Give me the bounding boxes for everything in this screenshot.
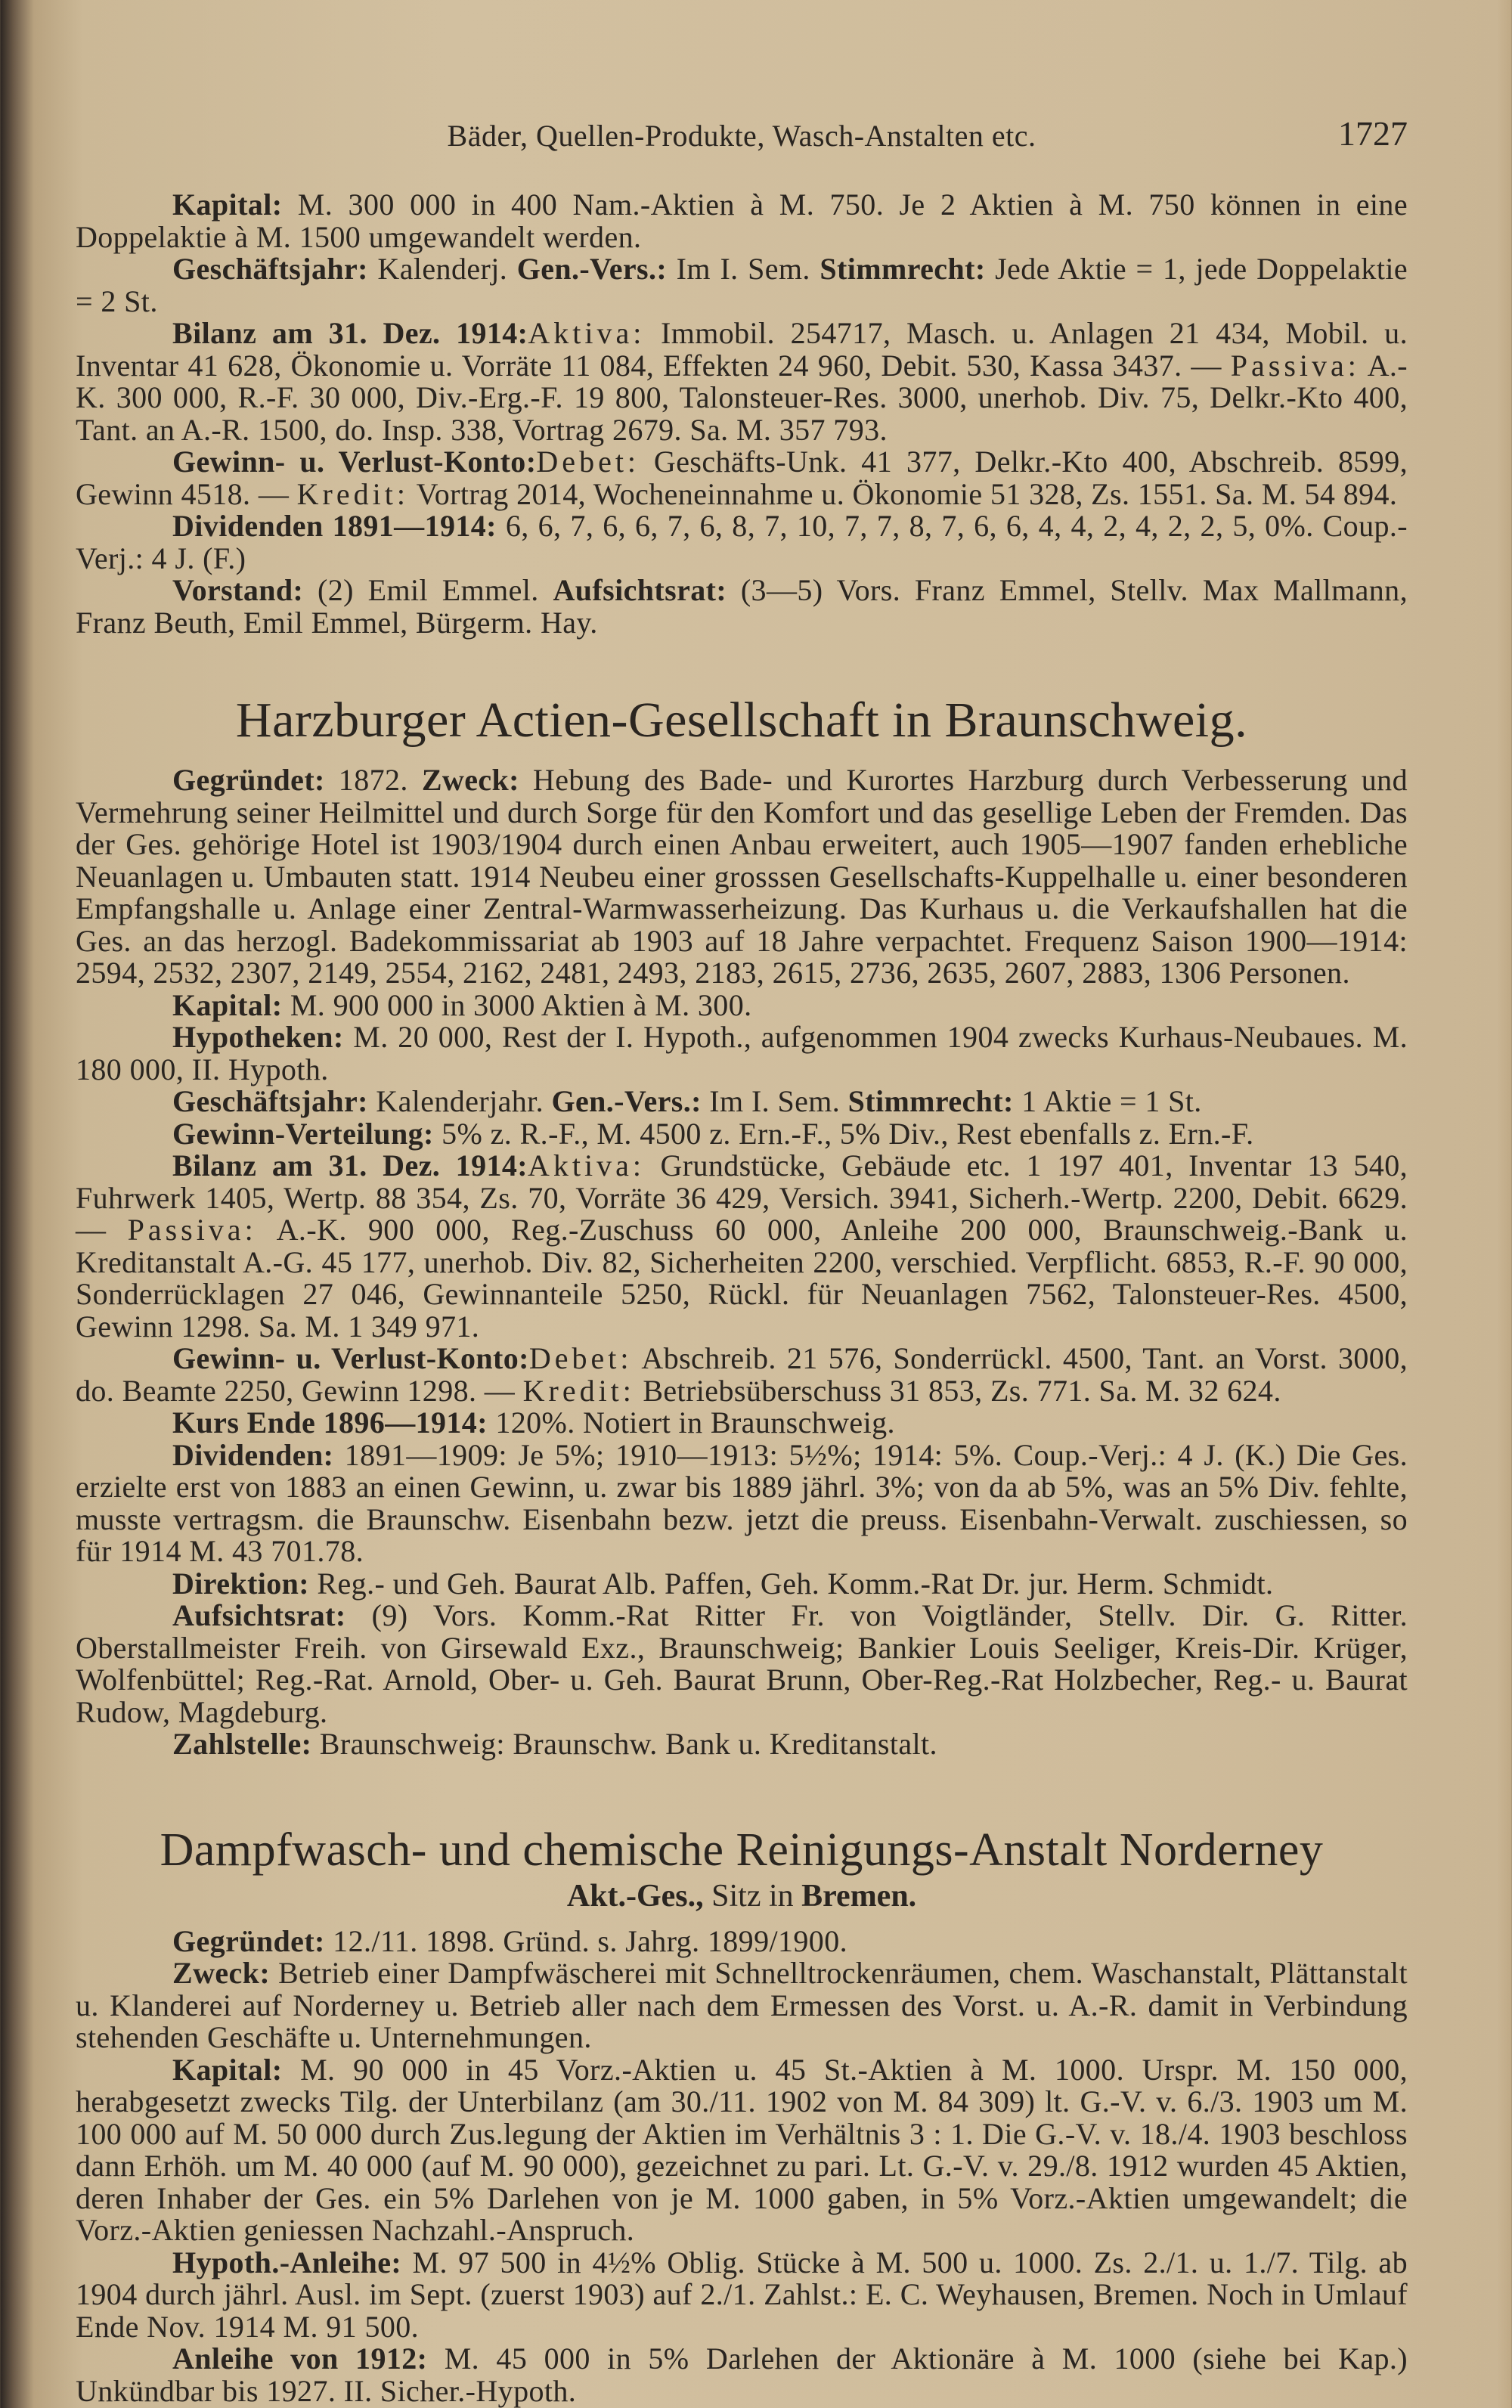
entry-paragraph: [76, 575, 1408, 639]
entry-paragraph: [76, 1150, 1408, 1343]
field-label: Geschäftsjahr:: [172, 252, 368, 286]
field-label: Hypoth.-Anleihe:: [172, 2245, 402, 2279]
company-entry-norderney: [76, 1923, 1408, 2408]
field-label: Gen.-Vers.:: [516, 252, 668, 286]
field-text: 5% z. R.-F., M. 4500 z. Ern.-F., 5% Div., Rest ebenfalls z. Ern.-F.: [433, 1116, 1254, 1151]
field-text: Braunschweig: Braunschw. Bank u. Kreditanstalt.: [311, 1727, 937, 1761]
entry-paragraph: [76, 1437, 1408, 1568]
field-label: Gen.-Vers.:: [551, 1084, 702, 1118]
field-text: 12./11. 1898. Gründ. s. Jahrg. 1899/1900.: [324, 1923, 847, 1958]
entry-paragraph: [76, 253, 1408, 318]
entry-paragraph: [76, 189, 1408, 253]
spaced-label: Debet:: [528, 1341, 633, 1375]
field-label: Zahlstelle:: [172, 1727, 312, 1761]
field-label: Gewinn-Verteilung:: [172, 1116, 434, 1151]
field-text: M. 90 000 in 45 Vorz.-Aktien u. 45 St.-Aktien à M. 1000. Urspr. M. 150 000, herabgesetzt zwecks Tilg. der Unterbilanz (am 30./11. 1902 von M. 84 309) lt. G.-V. v. 6./3. 1903 um M. 100 000 auf M. 50 000 durch Zus.legung der Aktien im Verhältnis 3 : 1. Die G.-V. v. 18./4. 1903 beschloss dann Erhöh. um M. 40 000 (auf M. 90 000), gezeichnet zu pari. Lt. G.-V. v. 29./8. 1912 wurden 45 Aktien, deren Inhaber der Ges. ein 5% Darlehen von je M. 1000 gaben, in 5% Vorz.-Aktien umgewandelt; die Vorz.-Aktien geniessen Nachzahl.-Anspruch.: [76, 2052, 1408, 2247]
entry-paragraph: [76, 1021, 1408, 1086]
field-text: 1872.: [324, 763, 422, 797]
field-text: Reg.- und Geh. Baurat Alb. Paffen, Geh. Komm.-Rat Dr. jur. Herm. Schmidt.: [309, 1566, 1274, 1601]
field-text: Vortrag 2014, Wocheneinnahme u. Ökonomie 51 328, Zs. 1551. Sa. M. 54 894.: [408, 476, 1398, 511]
field-text: (2) Emil Emmel.: [303, 573, 553, 607]
field-text: Betrieb einer Dampfwäscherei mit Schnelltrockenräumen, chem. Waschanstalt, Plättanstalt u. Klanderei auf Norderney u. Betrieb aller nach dem Ermessen des Vorst. u. A.-R. damit in Verbindung stehenden Geschäfte u. Unternehmungen.: [76, 1956, 1408, 2054]
field-text: 1 Aktie = 1 St.: [1013, 1084, 1202, 1118]
field-text: Kalenderjahr.: [367, 1084, 552, 1118]
field-label: Direktion:: [172, 1566, 310, 1601]
entry-paragraph: [76, 318, 1408, 446]
field-label: Dividenden:: [172, 1437, 334, 1472]
spaced-label: Debet:: [536, 445, 640, 479]
entry-paragraph: [76, 2343, 1408, 2407]
spaced-label: Passiva:: [1230, 348, 1360, 383]
running-header: [76, 113, 1408, 166]
field-label: Gewinn- u. Verlust-Konto:: [172, 1341, 529, 1375]
field-label: Zweck:: [421, 763, 519, 797]
field-text: 120%. Notiert in Braunschweig.: [487, 1405, 895, 1440]
company-title-norderney: Dampfwasch- und chemische Reinigungs-Anstalt Norderney: [160, 1824, 1324, 1876]
field-label: Dividenden 1891—1914:: [172, 509, 497, 543]
page-number: 1727: [1338, 114, 1408, 153]
field-label: Kapital:: [172, 2052, 283, 2087]
field-text: Im I. Sem.: [667, 252, 820, 286]
entry-paragraph: [76, 1568, 1408, 1601]
field-text: Im I. Sem.: [701, 1084, 848, 1118]
field-text: Abschreib. 21 576, Sonderrückl. 4500, Tant. an Vorst. 3000, do. Beamte 2250, Gewinn 1298. —: [76, 1341, 1408, 1408]
company-title-harzburger: Harzburger Actien-Gesellschaft in Braunschweig.: [235, 693, 1248, 748]
field-label: Gegründet:: [172, 763, 325, 797]
company-entry-1: [76, 189, 1408, 639]
field-label: Aufsichtsrat:: [553, 573, 727, 607]
entry-paragraph: [76, 1086, 1408, 1118]
page: [76, 113, 1408, 2407]
field-label: Aufsichtsrat:: [172, 1598, 346, 1632]
field-text: A.-K. 300 000, R.-F. 30 000, Div.-Erg.-F. 19 800, Talonsteuer-Res. 3000, unerhob. Div. 75, Delkr.-Kto 400, Tant. an A.-R. 1500, do. Insp. 338, Vortrag 2679. Sa. M. 357 793.: [76, 348, 1408, 447]
field-text: (9) Vors. Komm.-Rat Ritter Fr. von Voigtländer, Stellv. Dir. G. Ritter. Oberstallmeister Freih. von Girsewald Exz., Braunschweig; Bankier Louis Seeliger, Kreis-Dir. Krüger, Wolfenbüttel; Reg.-Rat. Arnold, Ober- u. Geh. Baurat Brunn, Ober-Reg.-Rat Holzbecher, Reg.- u. Baurat Rudow, Magdeburg.: [76, 1598, 1408, 1729]
field-text: M. 45 000 in 5% Darlehen der Aktionäre à M. 1000 (siehe bei Kap.) Unkündbar bis 1927. II. Sicher.-Hypoth.: [76, 2341, 1408, 2408]
field-text: Kalenderj.: [367, 252, 517, 286]
field-label: Kapital:: [172, 187, 283, 222]
field-text: M. 300 000 in 400 Nam.-Aktien à M. 750. Je 2 Aktien à M. 750 können in eine Doppelaktie à M. 1500 umgewandelt werden.: [76, 187, 1408, 254]
entry-paragraph: [76, 1343, 1408, 1407]
field-label: Gewinn- u. Verlust-Konto:: [172, 445, 537, 479]
company-entry-harzburger: [76, 764, 1408, 1761]
field-text: M. 20 000, Rest der I. Hypoth., aufgenommen 1904 zwecks Kurhaus-Neubaues. M. 180 000, II. Hypoth.: [76, 1020, 1408, 1086]
field-text: Betriebsüberschuss 31 853, Zs. 771. Sa. M. 32 624.: [634, 1373, 1281, 1408]
spaced-label: Aktiva:: [527, 1148, 645, 1182]
field-label: Gegründet:: [172, 1923, 325, 1958]
field-label: Kapital:: [172, 987, 283, 1022]
entry-paragraph: [76, 764, 1408, 990]
entry-paragraph: [76, 1600, 1408, 1728]
field-label: Kurs Ende 1896—1914:: [172, 1405, 488, 1440]
field-label: Zweck:: [172, 1956, 271, 1990]
field-label: Bilanz am 31. Dez. 1914:: [172, 316, 528, 350]
field-text: Hebung des Bade- und Kurortes Harzburg durch Verbesserung und Vermehrung seiner Heilmittel und durch Sorge für den Komfort und das gesellige Leben der Fremden. Das der Ges. gehörige Hotel ist 1903/1904 durch einen Anbau erweitert, auch 1905—1907 fanden erhebliche Neuanlagen u. Umbauten statt. 1914 Neubeu einer grosssen Gesellschafts-Kuppelhalle u. einer besonderen Empfangshalle u. Anlage einer Zentral-Warmwasserheizung. Das Kurhaus u. die Verkaufshallen hat die Ges. an das herzogl. Badekommissariat ab 1903 auf 18 Jahre verpachtet. Frequenz Saison 1900—1914: 2594, 2532, 2307, 2149, 2554, 2162, 2481, 2493, 2183, 2615, 2736, 2635, 2607, 2883, 1306 Personen.: [76, 763, 1408, 990]
entry-paragraph: [76, 987, 1408, 1022]
field-text: M. 900 000 in 3000 Aktien à M. 300.: [282, 987, 752, 1022]
entry-paragraph: [76, 1407, 1408, 1440]
subtitle-city: Bremen.: [801, 1878, 917, 1914]
entry-paragraph: [76, 1923, 1408, 1958]
field-label: Vorstand:: [172, 573, 304, 607]
spaced-label: Aktiva:: [528, 316, 646, 350]
spaced-label: Kredit:: [296, 476, 409, 511]
field-text: M. 97 500 in 4½% Oblig. Stücke à M. 500 u. 1000. Zs. 2./1. u. 1./7. Tilg. ab 1904 durch jährl. Ausl. im Sept. (zuerst 1903) auf 2./1. Zahlst.: E. C. Weyhausen, Bremen. Noch in Umlauf Ende Nov. 1914 M. 91 500.: [76, 2245, 1408, 2344]
entry-paragraph: [76, 446, 1408, 510]
entry-paragraph: [76, 2054, 1408, 2247]
field-label: Stimmrecht:: [847, 1084, 1014, 1118]
field-text: A.-K. 900 000, Reg.-Zuschuss 60 000, Anleihe 200 000, Braunschweig.-Bank u. Kreditanstalt A.-G. 45 177, unerhob. Div. 82, Sicherheiten 2200, verschied. Verpflicht. 6853, R.-F. 90 000, Sonderrücklagen 27 046, Gewinnanteile 5250, Rückl. für Neuanlagen 7562, Talonsteuer-Res. 4500, Gewinn 1298. Sa. M. 1 349 971.: [76, 1213, 1408, 1343]
field-text: (3—5) Vors. Franz Emmel, Stellv. Max Mallmann, Franz Beuth, Emil Emmel, Bürgerm. Hay.: [76, 573, 1408, 640]
subtitle-text: Sitz in: [703, 1878, 802, 1914]
subtitle-legal-form: Akt.-Ges.,: [566, 1878, 704, 1914]
entry-paragraph: [76, 510, 1408, 575]
field-text: 6, 6, 7, 6, 6, 7, 6, 8, 7, 10, 7, 7, 8, 7, 6, 6, 4, 4, 2, 4, 2, 2, 5, 0%. Coup.-Verj.: 4 J. (F.): [76, 509, 1408, 575]
field-text: Grundstücke, Gebäude etc. 1 197 401, Inventar 13 540, Fuhrwerk 1405, Wertp. 88 354, Zs. 70, Vorräte 36 429, Versich. 3941, Sicherh.-Wertp. 2200, Debit. 6629. —: [76, 1148, 1408, 1247]
field-label: Bilanz am 31. Dez. 1914:: [172, 1148, 528, 1182]
entry-paragraph: [76, 1728, 1408, 1761]
field-text: 1891—1909: Je 5%; 1910—1913: 5½%; 1914: 5%. Coup.-Verj.: 4 J. (K.) Die Ges. erzielte erst von 1883 an einen Gewinn, u. zwar bis 1889 jährl. 3%; von da ab 5%, was an 5% Div. fehlte, musste vertragsm. die Braunschw. Eisenbahn bezw. jetzt die preuss. Eisenbahn-Verwalt. zuschiessen, so für 1914 M. 43 701.78.: [76, 1437, 1408, 1568]
field-label: Anleihe von 1912:: [172, 2341, 428, 2375]
field-text: Jede Aktie = 1, jede Doppelaktie = 2 St.: [76, 252, 1408, 318]
field-text: Geschäfts-Unk. 41 377, Delkr.-Kto 400, Abschreib. 8599, Gewinn 4518. —: [76, 445, 1408, 511]
entry-paragraph: [76, 1957, 1408, 2054]
entry-paragraph: [76, 1118, 1408, 1151]
field-label: Geschäftsjahr:: [172, 1084, 368, 1118]
spaced-label: Kredit:: [522, 1373, 635, 1408]
spaced-label: Passiva:: [127, 1213, 257, 1247]
field-text: Immobil. 254717, Masch. u. Anlagen 21 434, Mobil. u. Inventar 41 628, Ökonomie u. Vorräte 11 084, Effekten 24 960, Debit. 530, Kassa 3437. —: [76, 316, 1408, 383]
running-title: Bäder, Quellen-Produkte, Wasch-Anstalten etc.: [447, 119, 1036, 153]
field-label: Hypotheken:: [172, 1020, 344, 1054]
entry-paragraph: [76, 2247, 1408, 2344]
field-label: Stimmrecht:: [820, 252, 986, 286]
company-subtitle: [76, 1877, 1408, 1915]
